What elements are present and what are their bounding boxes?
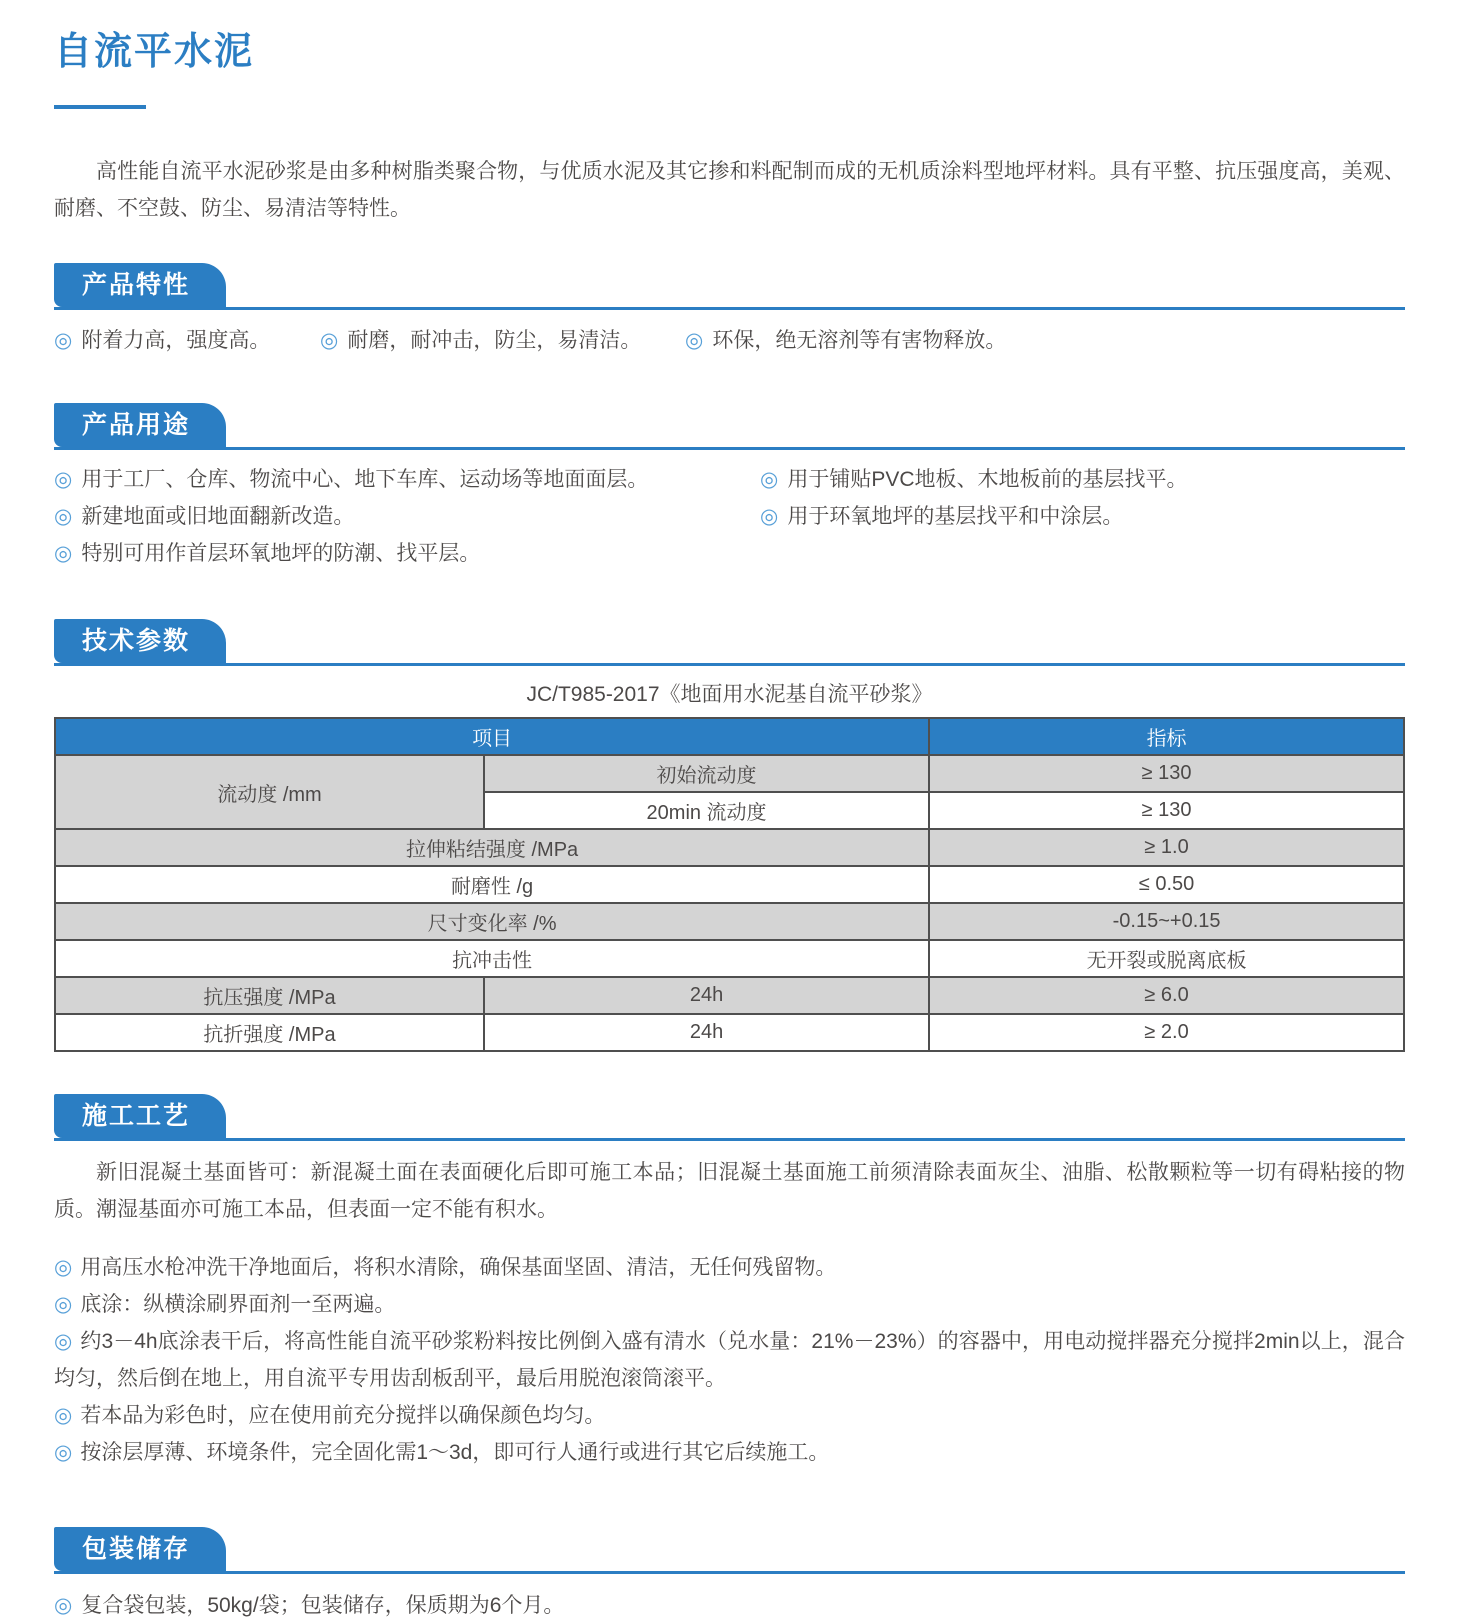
- ring-bullet-icon: ◎: [685, 329, 704, 352]
- use-text: 用于环氧地坪的基层找平和中涂层。: [787, 505, 1124, 528]
- list-item: [54, 1323, 1405, 1397]
- spec-table: [54, 717, 1405, 1052]
- list-item: [54, 462, 760, 498]
- list-item: [685, 323, 1006, 359]
- cell-sub: 24h: [484, 1014, 929, 1051]
- section-packaging: [54, 1527, 1405, 1624]
- section-process: [54, 1094, 1405, 1471]
- use-text: 用于铺贴PVC地板、木地板前的基层找平。: [787, 468, 1188, 491]
- table-row: [55, 977, 1404, 1014]
- section-header-packaging: [54, 1527, 1405, 1574]
- list-item: [320, 323, 685, 359]
- ring-bullet-icon: ◎: [54, 468, 73, 491]
- list-item: [760, 499, 1405, 535]
- table-caption: JC/T985-2017《地面用水泥基自流平砂浆》: [526, 683, 933, 706]
- column-header-item: 项目: [55, 718, 929, 755]
- cell-item: 抗折强度 /MPa: [55, 1014, 484, 1051]
- cell-group: 流动度 /mm: [55, 755, 484, 829]
- ring-bullet-icon: ◎: [760, 468, 779, 491]
- section-uses: [54, 403, 1405, 573]
- features-list: [54, 323, 1405, 359]
- intro-paragraph: 高性能自流平水泥砂浆是由多种树脂类聚合物，与优质水泥及其它掺和料配制而成的无机质涂料型地坪材料。具有平整、抗压强度高，美观、耐磨、不空鼓、防尘、易清洁等特性。: [54, 160, 1405, 220]
- use-text: 新建地面或旧地面翻新改造。: [81, 505, 355, 528]
- column-header-index: 指标: [929, 718, 1404, 755]
- use-text: 特别可用作首层环氧地坪的防潮、找平层。: [81, 542, 481, 565]
- uses-lists: [54, 462, 1405, 573]
- process-text: 若本品为彩色时，应在使用前充分搅拌以确保颜色均匀。: [80, 1404, 606, 1427]
- process-text: 底涂：纵横涂刷界面剂一至两遍。: [80, 1293, 396, 1316]
- cell-item: 耐磨性 /g: [55, 866, 929, 903]
- cell-sub: 24h: [484, 977, 929, 1014]
- ring-bullet-icon: ◎: [54, 505, 73, 528]
- table-row: [55, 903, 1404, 940]
- cell-value: ≤ 0.50: [929, 866, 1404, 903]
- ring-bullet-icon: ◎: [54, 542, 73, 565]
- section-title-packaging: 包装储存: [54, 1527, 226, 1571]
- section-title-process: 施工工艺: [54, 1094, 226, 1138]
- cell-value: 无开裂或脱离底板: [929, 940, 1404, 977]
- section-header-uses: [54, 403, 1405, 450]
- list-item: [54, 1397, 1405, 1434]
- table-row: [55, 829, 1404, 866]
- cell-value: ≥ 2.0: [929, 1014, 1404, 1051]
- list-item: [54, 1434, 1405, 1471]
- feature-text: 附着力高，强度高。: [81, 329, 271, 352]
- section-header-features: [54, 263, 1405, 310]
- feature-text: 环保，绝无溶剂等有害物释放。: [712, 329, 1007, 352]
- cell-sub: 20min 流动度: [484, 792, 929, 829]
- ring-bullet-icon: ◎: [54, 1293, 73, 1316]
- ring-bullet-icon: ◎: [54, 1256, 73, 1279]
- cell-value: ≥ 6.0: [929, 977, 1404, 1014]
- section-title-tech: 技术参数: [54, 619, 226, 663]
- process-text: 按涂层厚薄、环境条件，完全固化需1～3d，即可行人通行或进行其它后续施工。: [80, 1441, 830, 1464]
- ring-bullet-icon: ◎: [54, 1594, 73, 1617]
- cell-item: 尺寸变化率 /%: [55, 903, 929, 940]
- section-title-features: 产品特性: [54, 263, 226, 307]
- list-item: [54, 499, 760, 535]
- section-title-uses: 产品用途: [54, 403, 226, 447]
- table-row: [55, 940, 1404, 977]
- cell-value: ≥ 130: [929, 755, 1404, 792]
- cell-item: 抗压强度 /MPa: [55, 977, 484, 1014]
- table-row: [55, 866, 1404, 903]
- cell-value: -0.15~+0.15: [929, 903, 1404, 940]
- list-item: [54, 1249, 1405, 1286]
- cell-item: 抗冲击性: [55, 940, 929, 977]
- list-item: [54, 323, 320, 359]
- uses-left-column: [54, 462, 760, 573]
- uses-right-column: [760, 462, 1405, 573]
- ring-bullet-icon: ◎: [54, 1404, 73, 1427]
- ring-bullet-icon: ◎: [54, 1330, 73, 1353]
- process-paragraph: 新旧混凝土基面皆可：新混凝土面在表面硬化后即可施工本品；旧混凝土基面施工前须清除表面灰尘、油脂、松散颗粒等一切有碍粘接的物质。潮湿基面亦可施工本品，但表面一定不能有积水。: [54, 1161, 1405, 1221]
- ring-bullet-icon: ◎: [54, 1441, 73, 1464]
- ring-bullet-icon: ◎: [760, 505, 779, 528]
- page-title: 自流平水泥: [54, 31, 255, 73]
- table-row: [55, 755, 1404, 792]
- cell-item: 拉伸粘结强度 /MPa: [55, 829, 929, 866]
- section-features: [54, 263, 1405, 359]
- cell-value: ≥ 1.0: [929, 829, 1404, 866]
- cell-sub: 初始流动度: [484, 755, 929, 792]
- ring-bullet-icon: ◎: [54, 329, 73, 352]
- cell-value: ≥ 130: [929, 792, 1404, 829]
- section-header-process: [54, 1094, 1405, 1141]
- process-text: 约3－4h底涂表干后，将高性能自流平砂浆粉料按比例倒入盛有清水（兑水量：21%－23%）的容器中，用电动搅拌器充分搅拌2min以上，混合均匀，然后倒在地上，用自流平专用齿刮板刮平，最后用脱泡滚筒滚平。: [54, 1330, 1405, 1390]
- section-tech: [54, 619, 1405, 1052]
- ring-bullet-icon: ◎: [320, 329, 339, 352]
- list-item: [54, 536, 760, 572]
- use-text: 用于工厂、仓库、物流中心、地下车库、运动场等地面面层。: [81, 468, 649, 491]
- process-text: 用高压水枪冲洗干净地面后，将积水清除，确保基面坚固、清洁，无任何残留物。: [80, 1256, 837, 1279]
- feature-text: 耐磨，耐冲击，防尘，易清洁。: [347, 329, 642, 352]
- title-underline: [54, 105, 146, 109]
- list-item: [54, 1588, 1405, 1624]
- section-header-tech: [54, 619, 1405, 666]
- table-header-row: [55, 718, 1404, 755]
- table-row: [55, 1014, 1404, 1051]
- packaging-text: 复合袋包装，50kg/袋；包装储存，保质期为6个月。: [81, 1594, 565, 1617]
- list-item: [760, 462, 1405, 498]
- list-item: [54, 1286, 1405, 1323]
